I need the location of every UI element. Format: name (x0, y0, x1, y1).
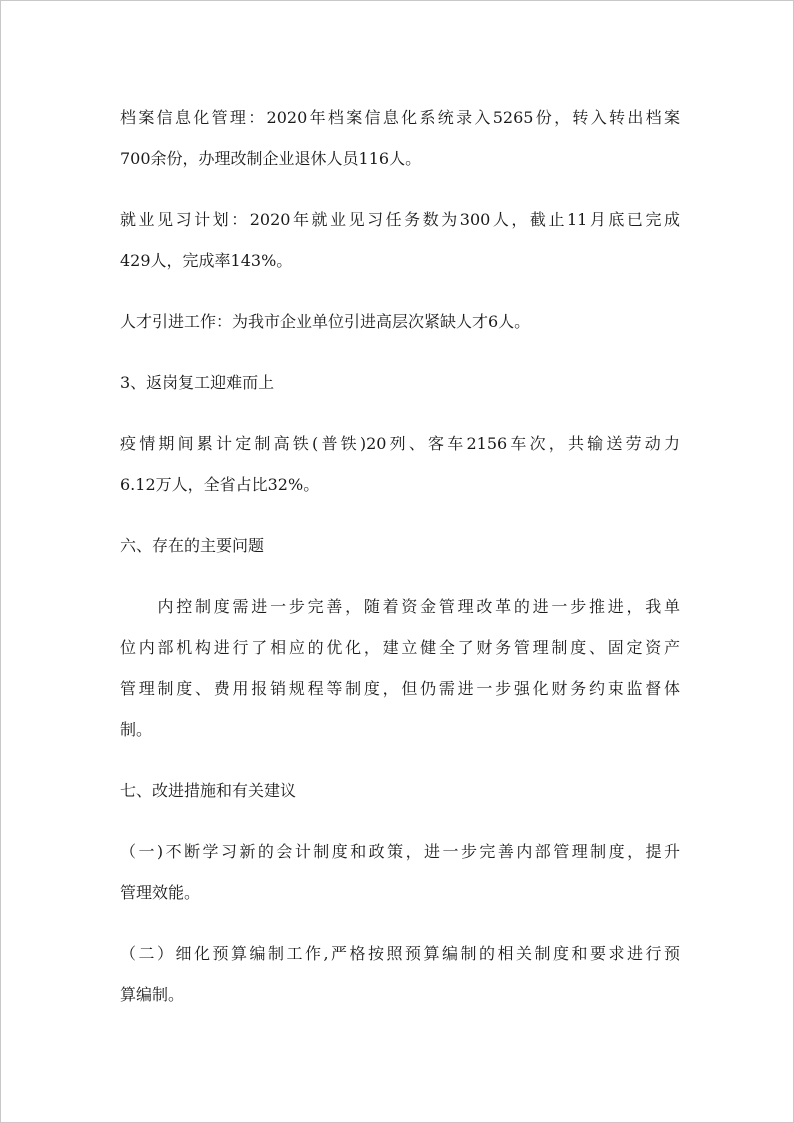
text-line: 429人，完成率143%。 (120, 251, 293, 270)
section-heading-main-problems (120, 525, 680, 566)
text-line: 疫情期间累计定制高铁(普铁)20列、客车2156车次，共输送劳动力 (120, 434, 680, 453)
text-line: 就业见习计划：2020年就业见习任务数为300人，截止11月底已完成 (120, 210, 680, 229)
text-line: （二）细化预算编制工作,严格按照预算编制的相关制度和要求进行预 (120, 944, 680, 963)
text-line: 管理制度、费用报销规程等制度，但仍需进一步强化财务约束监督体 (120, 679, 680, 698)
text-line: 700余份，办理改制企业退休人员116人。 (120, 149, 422, 168)
paragraph-internal-control (120, 586, 680, 750)
text-line: 六、存在的主要问题 (120, 536, 265, 555)
text-line: 人才引进工作：为我市企业单位引进高层次紧缺人才6人。 (120, 312, 531, 331)
text-line: 档案信息化管理：2020年档案信息化系统录入5265份，转入转出档案 (120, 108, 680, 127)
paragraph-archive-management (120, 97, 680, 179)
paragraph-employment-internship (120, 199, 680, 281)
text-line: 3、返岗复工迎难而上 (120, 373, 275, 392)
text-line: 制。 (120, 720, 153, 739)
text-line: 管理效能。 (120, 883, 201, 902)
section-heading-improvement-measures (120, 770, 680, 811)
paragraph-talent-introduction (120, 301, 680, 342)
text-line: 内控制度需进一步完善，随着资金管理改革的进一步推进，我单 (120, 597, 680, 616)
text-line: 6.12万人，全省占比32%。 (120, 475, 320, 494)
text-line: 位内部机构进行了相应的优化，建立健全了财务管理制度、固定资产 (120, 638, 680, 657)
text-line: 七、改进措施和有关建议 (120, 781, 297, 800)
section-heading-return-to-work (120, 362, 680, 403)
paragraph-measure-one (120, 831, 680, 913)
text-line: 算编制。 (120, 985, 185, 1004)
paragraph-epidemic-transport (120, 423, 680, 505)
paragraph-measure-two (120, 933, 680, 1015)
text-line: （一)不断学习新的会计制度和政策，进一步完善内部管理制度，提升 (120, 842, 680, 861)
